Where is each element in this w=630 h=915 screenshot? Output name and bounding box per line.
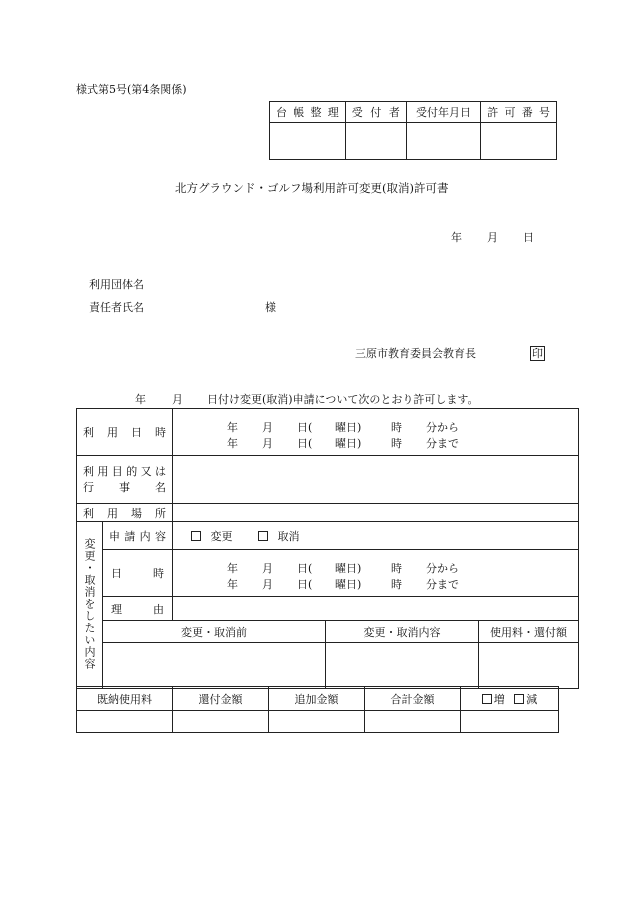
decrease-checkbox[interactable] xyxy=(514,693,526,706)
intro-month: 月 xyxy=(172,393,183,406)
permit-table xyxy=(76,408,579,689)
increase-checkbox[interactable] xyxy=(482,693,494,706)
datetime-label: 日時 xyxy=(103,550,173,597)
date-year: 年 xyxy=(451,231,462,244)
request-content-label: 申請内容 xyxy=(103,522,173,550)
ledger-header-ledger: 台帳整理 xyxy=(270,102,346,123)
decrease-label: 減 xyxy=(526,692,538,706)
cancel-option-label: 取消 xyxy=(277,529,300,543)
before-change-field[interactable] xyxy=(103,643,326,689)
page-title: 北方グラウンド・ゴルフ場利用許可変更(取消)許可書 xyxy=(175,181,449,195)
responsible-person-label: 責任者氏名 xyxy=(89,301,144,314)
col-refund-amount: 還付金額 xyxy=(173,687,269,711)
increase-decrease-field[interactable] xyxy=(461,711,559,733)
additional-amount-field[interactable] xyxy=(269,711,365,733)
ledger-cell[interactable] xyxy=(270,123,346,160)
reason-label: 理由 xyxy=(103,597,173,621)
increase-label: 増 xyxy=(493,692,505,706)
change-checkbox[interactable] xyxy=(191,530,203,543)
request-content-field xyxy=(173,522,579,550)
change-datetime-field[interactable]: 年 月 日( 曜日) 時 分から 年 月 日( 曜日) 時 分まで xyxy=(173,550,579,597)
intro-text: 日付け変更(取消)申請について次のとおり許可します。 xyxy=(207,393,479,406)
place-field[interactable] xyxy=(173,504,579,522)
change-section-label: 変更・取消をしたい内容 xyxy=(77,522,103,689)
usage-datetime-field[interactable]: 年 月 日( 曜日) 時 分から 年 月 日( 曜日) 時 分まで xyxy=(173,409,579,456)
reason-field[interactable] xyxy=(173,597,579,621)
purpose-field[interactable] xyxy=(173,456,579,504)
total-amount-field[interactable] xyxy=(365,711,461,733)
fee-refund-field[interactable] xyxy=(479,643,579,689)
change-option-label: 変更 xyxy=(210,529,233,543)
place-label: 利用場所 xyxy=(77,504,173,522)
seal-mark: 印 xyxy=(532,347,543,360)
group-name-label: 利用団体名 xyxy=(89,278,144,291)
ledger-header-date: 受付年月日 xyxy=(406,102,480,123)
increase-decrease-options xyxy=(461,687,559,711)
ledger-header-permit-number: 許可番号 xyxy=(481,102,557,123)
ledger-cell[interactable] xyxy=(406,123,480,160)
usage-datetime-label: 利用日時 xyxy=(77,409,173,456)
issuer-name: 三原市教育委員会教育長 xyxy=(355,347,476,360)
col-additional-amount: 追加金額 xyxy=(269,687,365,711)
honorific: 様 xyxy=(265,301,276,314)
date-day: 日 xyxy=(523,231,534,244)
col-total-amount: 合計金額 xyxy=(365,687,461,711)
cancel-checkbox[interactable] xyxy=(258,530,270,543)
paid-fee-field[interactable] xyxy=(77,711,173,733)
refund-amount-field[interactable] xyxy=(173,711,269,733)
col-fee-refund: 使用料・還付額 xyxy=(479,621,579,643)
ledger-cell[interactable] xyxy=(345,123,406,160)
col-change-content: 変更・取消内容 xyxy=(326,621,479,643)
form-number: 様式第5号(第4条関係) xyxy=(76,83,187,96)
col-paid-fee: 既納使用料 xyxy=(77,687,173,711)
ledger-cell[interactable] xyxy=(481,123,557,160)
change-content-field[interactable] xyxy=(326,643,479,689)
fee-table xyxy=(76,686,559,733)
intro-year: 年 xyxy=(135,393,146,406)
ledger-table xyxy=(269,101,557,160)
ledger-header-receiver: 受付者 xyxy=(345,102,406,123)
purpose-label: 利用目的又は 行事名 xyxy=(77,456,173,504)
date-month: 月 xyxy=(487,231,498,244)
col-before-change: 変更・取消前 xyxy=(103,621,326,643)
